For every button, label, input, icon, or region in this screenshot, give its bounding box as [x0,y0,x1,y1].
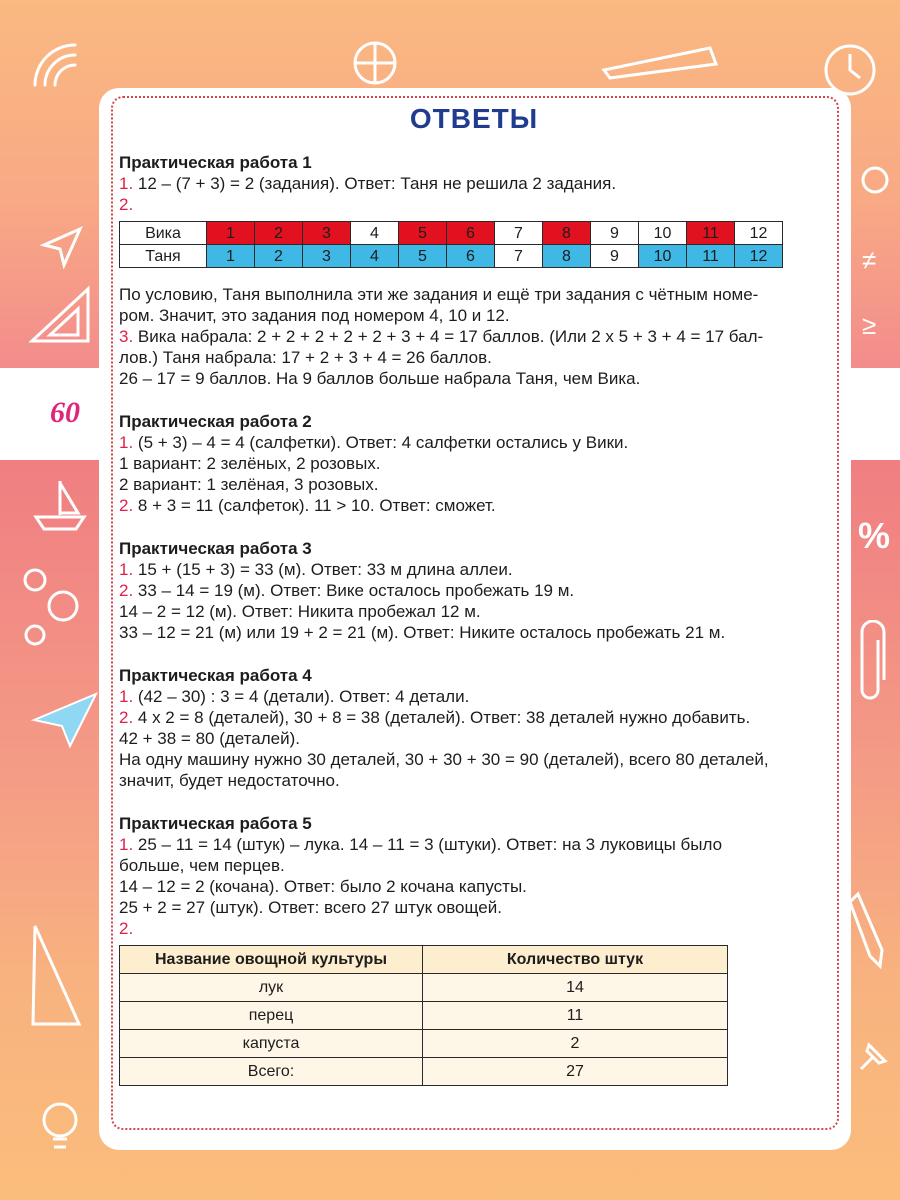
sailboat-icon [30,475,90,535]
vegetables-table [119,945,728,1086]
row-label: Таня [120,245,207,268]
cursor-arrow-icon [40,225,84,269]
answer-line: На одну машину нужно 30 деталей, 30 + 30 + 30 = 90 (деталей), всего 80 деталей, [119,750,769,769]
answer-line: 1. (42 – 30) : 3 = 4 (детали). Ответ: 4 детали. [119,687,470,706]
triangle-icon [25,920,85,1030]
grid-cell: 8 [543,245,591,268]
table-row [120,1058,728,1086]
pushpin-icon [855,1035,895,1075]
tasks-grid-table [119,221,783,268]
answer-line: 2. 8 + 3 = 11 (салфеток). 11 > 10. Ответ: сможет. [119,496,496,515]
grid-cell: 3 [303,222,351,245]
grid-cell: 1 [207,245,255,268]
answer-line: 1 вариант: 2 зелёных, 2 розовых. [119,454,381,473]
answers-card [99,88,851,1150]
grid-cell: 9 [591,245,639,268]
answer-line: 2. 33 – 14 = 19 (м). Ответ: Вике осталось пробежать 19 м. [119,581,575,600]
answer-line: 1. 15 + (15 + 3) = 33 (м). Ответ: 33 м длина аллеи. [119,560,513,579]
grid-cell: 11 [687,245,735,268]
grid-cell: 3 [303,245,351,268]
answer-line: 14 – 12 = 2 (кочана). Ответ: было 2 кочана капусты. [119,877,527,896]
table-row [120,245,783,268]
table-cell: Всего: [120,1058,423,1086]
table-cell: капуста [120,1030,423,1058]
answer-line: 42 + 38 = 80 (деталей). [119,729,300,748]
answer-line: 2. [119,919,134,938]
answer-line: 2. [119,195,134,214]
answer-line: 26 – 17 = 9 баллов. На 9 баллов больше набрала Таня, чем Вика. [119,369,641,388]
grid-cell: 12 [735,222,783,245]
table-header: Количество штук [423,946,728,974]
not-equal-icon: ≠ [862,245,877,275]
table-cell: 11 [423,1002,728,1030]
table-row [120,222,783,245]
table-cell: лук [120,974,423,1002]
section-title: Практическая работа 2 [119,412,312,431]
grid-cell: 1 [207,222,255,245]
lightbulb-icon [35,1095,85,1165]
set-square-icon [28,285,92,345]
section-title: Практическая работа 5 [119,814,312,833]
table-row [120,1030,728,1058]
answer-line: значит, будет недостаточно. [119,771,340,790]
greater-equal-icon: ≥ [862,310,877,340]
grid-cell: 6 [447,222,495,245]
answer-line: 1. 12 – (7 + 3) = 2 (задания). Ответ: Таня не решила 2 задания. [119,174,617,193]
answer-line: 1. 25 – 11 = 14 (штук) – лука. 14 – 11 = 3 (штуки). Ответ: на 3 луковицы было [119,835,723,854]
page-number: 60 [50,396,80,429]
table-row [120,1002,728,1030]
grid-cell: 5 [399,222,447,245]
section-title: Практическая работа 3 [119,539,312,558]
grid-cell: 2 [255,245,303,268]
table-cell: 14 [423,974,728,1002]
answer-line: 2. 4 х 2 = 8 (деталей), 30 + 8 = 38 (деталей). Ответ: 38 деталей нужно добавить. [119,708,751,727]
page-title: ОТВЕТЫ [409,103,539,134]
answer-line: По условию, Таня выполнила эти же задания и ещё три задания с чётным номе- [119,285,759,304]
globe-icon [345,35,405,85]
grid-cell: 5 [399,245,447,268]
grid-cell: 10 [639,222,687,245]
answer-line: 25 + 2 = 27 (штук). Ответ: всего 27 штук овощей. [119,898,502,917]
paperclip-icon [858,620,888,710]
answer-line: 2 вариант: 1 зелёная, 3 розовых. [119,475,379,494]
table-row [120,974,728,1002]
percent-icon: % [858,515,891,556]
row-label: Вика [120,222,207,245]
grid-cell: 2 [255,222,303,245]
section-title: Практическая работа 1 [119,153,312,172]
table-header: Название овощной культуры [120,946,423,974]
paper-plane-icon [30,690,100,750]
answer-line: больше, чем перцев. [119,856,285,875]
answer-line: 14 – 2 = 12 (м). Ответ: Никита пробежал 12 м. [119,602,481,621]
answer-line: лов.) Таня набрала: 17 + 2 + 3 + 4 = 26 баллов. [119,348,492,367]
grid-cell: 7 [495,222,543,245]
answer-line: 33 – 12 = 21 (м) или 19 + 2 = 21 (м). Ответ: Никите осталось пробежать 21 м. [119,623,726,642]
grid-cell: 4 [351,222,399,245]
wifi-doodle-icon [30,40,90,90]
grid-cell: 8 [543,222,591,245]
sun-icon [855,160,895,200]
pencil-icon [850,890,890,970]
answer-line: ром. Значит, это задания под номером 4, 10 и 12. [119,306,510,325]
answers-content [119,102,829,1086]
grid-cell: 10 [639,245,687,268]
answer-line: 3. Вика набрала: 2 + 2 + 2 + 2 + 2 + 3 + 4 = 17 баллов. (Или 2 х 5 + 3 + 4 = 17 бал- [119,327,764,346]
table-cell: 2 [423,1030,728,1058]
answer-line: 1. (5 + 3) – 4 = 4 (салфетки). Ответ: 4 салфетки остались у Вики. [119,433,629,452]
grid-cell: 6 [447,245,495,268]
grid-cell: 11 [687,222,735,245]
table-cell: 27 [423,1058,728,1086]
gears-icon [15,560,85,650]
grid-cell: 7 [495,245,543,268]
grid-cell: 9 [591,222,639,245]
table-cell: перец [120,1002,423,1030]
grid-cell: 12 [735,245,783,268]
grid-cell: 4 [351,245,399,268]
ruler-icon [600,40,720,80]
section-title: Практическая работа 4 [119,666,312,685]
